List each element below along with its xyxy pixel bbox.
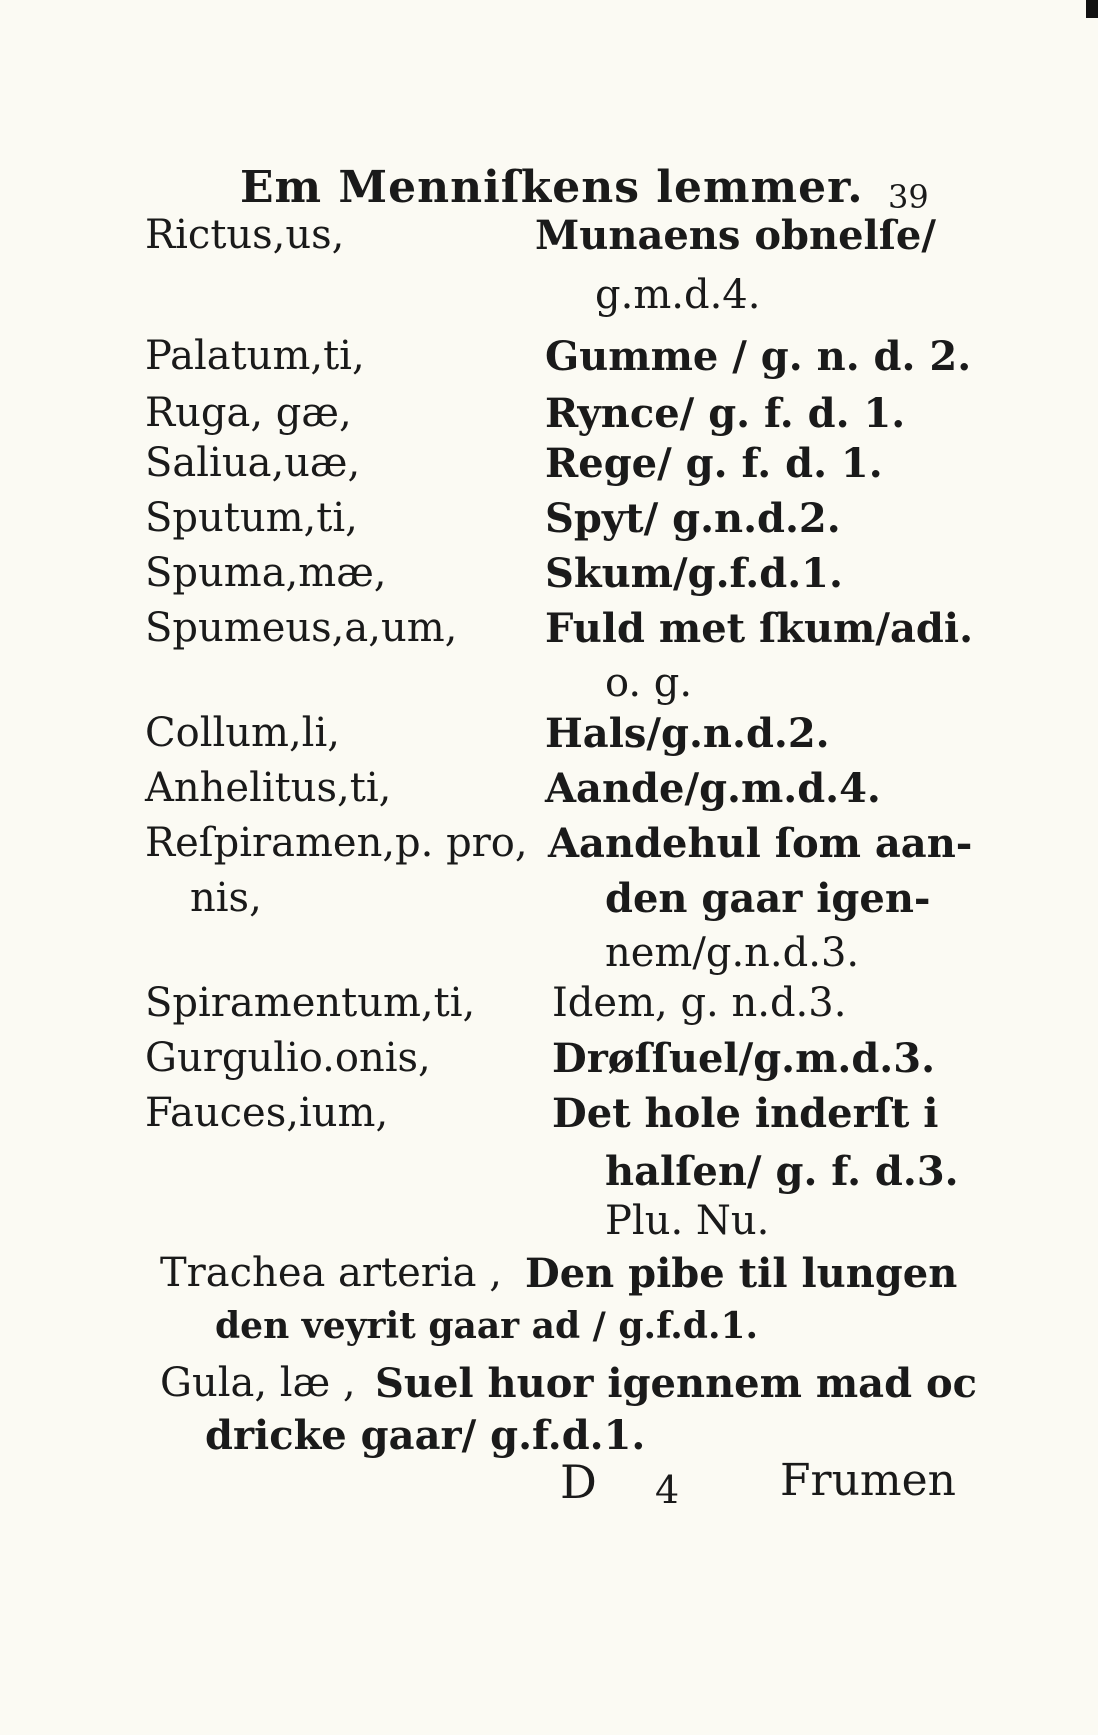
latin-term: Spumeus,a,um, xyxy=(145,605,458,651)
danish-term: Spyt/ g.n.d.2. xyxy=(545,495,841,542)
latin-term: Ruga, gæ, xyxy=(145,390,352,436)
latin-term: Collum,li, xyxy=(145,710,340,756)
danish-term: Skum/g.f.d.1. xyxy=(545,550,843,597)
danish-term-cont: g.m.d.4. xyxy=(595,272,761,318)
danish-term-cont: halſen/ g. f. d.3. xyxy=(605,1148,959,1195)
danish-term: Hals/g.n.d.2. xyxy=(545,710,830,757)
danish-term: Suel huor igennem mad oc xyxy=(375,1360,978,1407)
latin-term: Rictus,us, xyxy=(145,212,345,258)
danish-term-cont: dricke gaar/ g.f.d.1. xyxy=(205,1412,646,1459)
scan-edge-mark xyxy=(1086,0,1098,18)
danish-term-cont: o. g. xyxy=(605,660,693,706)
latin-term: Sputum,ti, xyxy=(145,495,358,541)
danish-term: Det hole inderſt i xyxy=(552,1090,939,1137)
danish-term: Aande/g.m.d.4. xyxy=(545,765,881,812)
latin-term: Spuma,mæ, xyxy=(145,550,387,596)
catchword: Frumen xyxy=(780,1455,956,1506)
latin-term: Saliua,uæ, xyxy=(145,440,361,486)
danish-term: Den pibe til lungen xyxy=(525,1250,958,1297)
danish-term-cont: Plu. Nu. xyxy=(605,1198,770,1244)
danish-term-cont: den gaar igen- xyxy=(605,875,931,922)
page-title: Em Menniſkens lemmer. xyxy=(240,162,864,213)
page-number: 39 xyxy=(888,178,929,216)
latin-term: Spiramentum,ti, xyxy=(145,980,476,1026)
latin-term-cont: nis, xyxy=(190,875,262,921)
signature-mark: D xyxy=(560,1455,597,1509)
latin-term: Palatum,ti, xyxy=(145,333,365,379)
danish-term: Fuld met ſkum/adi. xyxy=(545,605,973,652)
latin-term: Fauces,ium, xyxy=(145,1090,389,1136)
danish-term-cont: den veyrit gaar ad / g.f.d.1. xyxy=(215,1305,759,1347)
danish-term: Rege/ g. f. d. 1. xyxy=(545,440,883,487)
danish-term: Munaens obnelſe/ xyxy=(535,212,936,259)
latin-term: Gurgulio.onis, xyxy=(145,1035,431,1081)
danish-term: Drøſſuel/g.m.d.3. xyxy=(552,1035,935,1082)
danish-term: Idem, g. n.d.3. xyxy=(552,980,847,1026)
danish-term-cont: nem/g.n.d.3. xyxy=(605,930,860,976)
danish-term: Aandehul ſom aan- xyxy=(548,820,973,867)
latin-term: Gula, læ , xyxy=(160,1360,356,1406)
latin-term: Anhelitus,ti, xyxy=(145,765,392,811)
signature-number: 4 xyxy=(655,1468,680,1512)
danish-term: Gumme / g. n. d. 2. xyxy=(545,333,972,380)
danish-term: Rynce/ g. f. d. 1. xyxy=(545,390,906,437)
latin-term: Reſpiramen,p. pro, xyxy=(145,820,528,866)
latin-term: Trachea arteria , xyxy=(160,1250,502,1296)
